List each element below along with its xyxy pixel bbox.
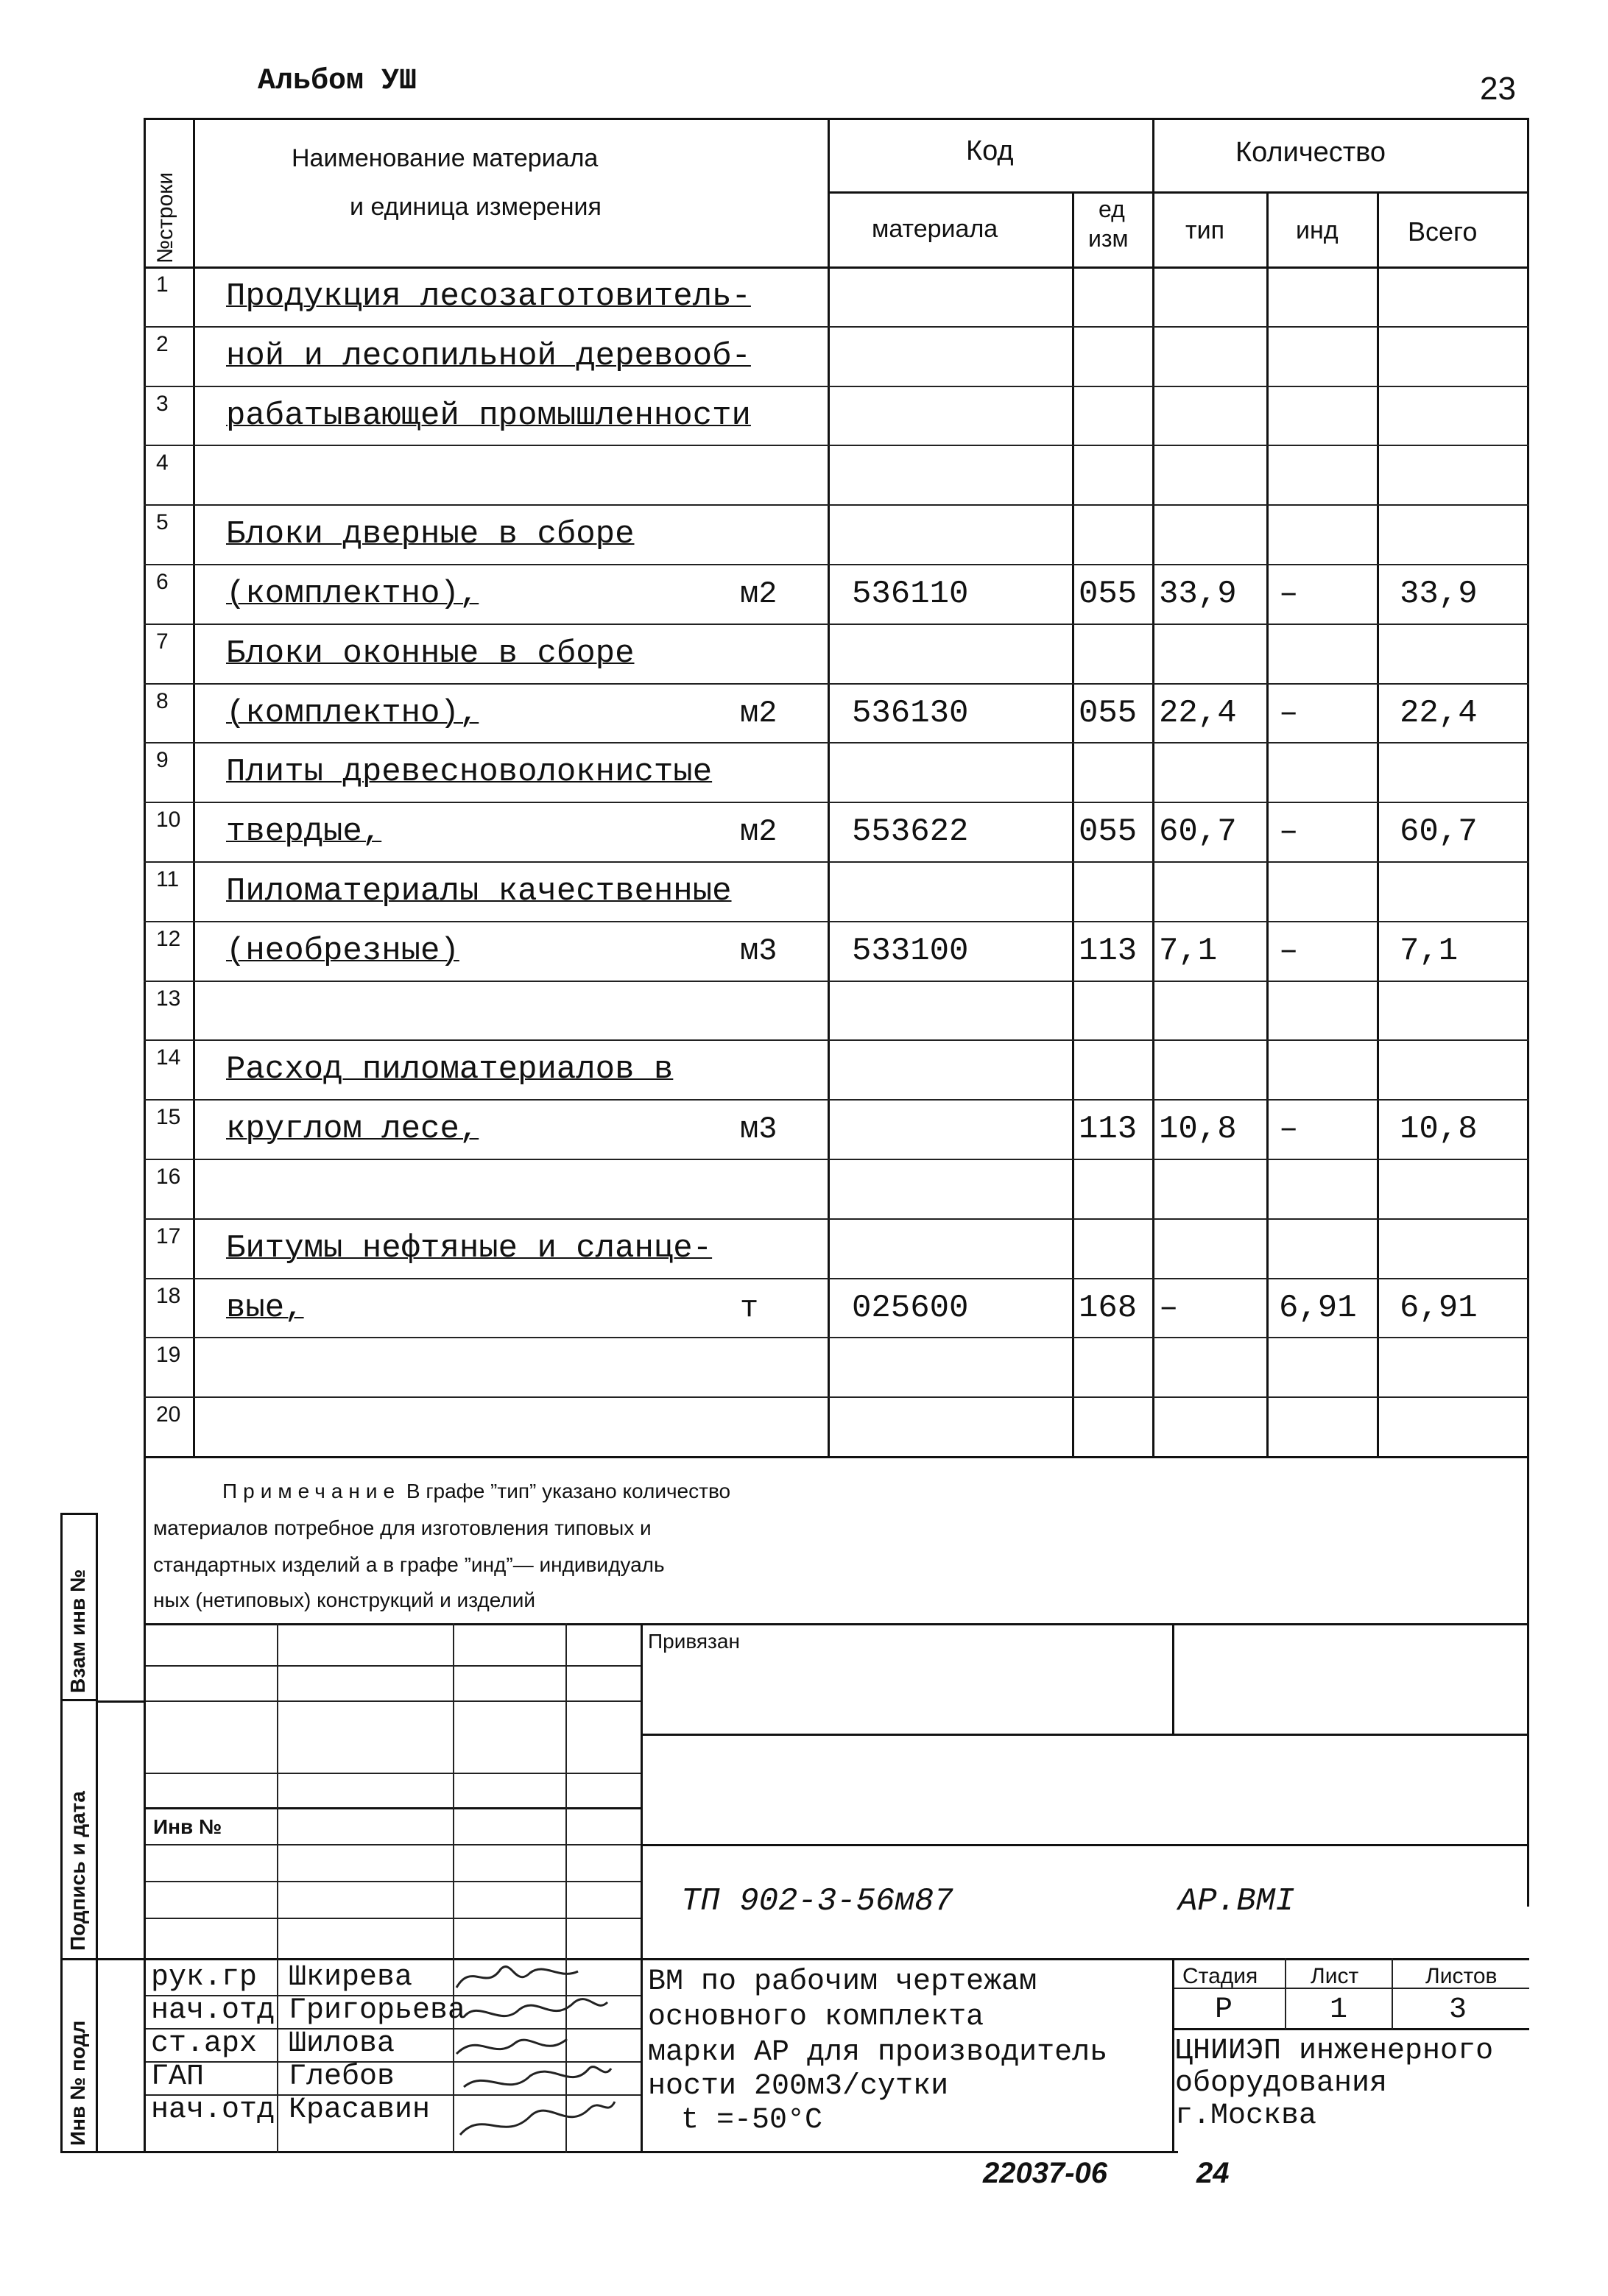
unit-code-cell [1074, 861, 1152, 921]
row-number-cell: 6 [156, 570, 169, 594]
row-number-cell: 5 [156, 510, 169, 534]
qty-total-cell: 10,8 [1400, 1110, 1478, 1148]
material-name-cell: рабатывающей промышленности [226, 397, 751, 434]
unit-cell [710, 445, 828, 504]
unit-cell [710, 266, 828, 326]
title-line1: ВМ по рабочим чертежам [648, 1965, 1037, 1999]
unit-cell [710, 1396, 828, 1456]
stage-label: Стадия [1182, 1964, 1258, 1988]
qty-total-cell: 33,9 [1400, 575, 1478, 612]
note-line4: ных (нетиповых) конструкций и изделий [153, 1589, 536, 1611]
material-name-cell [195, 445, 710, 504]
qty-total-cell [1379, 1159, 1527, 1218]
qty-typ-cell [1154, 1039, 1266, 1099]
qty-ind-cell [1269, 266, 1377, 326]
material-name-cell [195, 1159, 710, 1218]
material-code-cell [830, 1218, 1072, 1278]
row-number-cell: 10 [156, 808, 181, 832]
code-header: Код [966, 135, 1014, 166]
material-name-cell: Блоки дверные в сборе [226, 515, 635, 553]
material-name-cell: ной и лесопильной деревооб- [226, 337, 751, 375]
unit-code-cell [1074, 1396, 1152, 1456]
unit-code-cell [1074, 326, 1152, 386]
name-header-line1: Наименование материала [292, 144, 599, 172]
sheet-label: Лист [1311, 1964, 1359, 1988]
material-name-cell: (комплектно), [226, 575, 479, 612]
qty-typ-cell: 60,7 [1159, 813, 1237, 850]
material-name-cell [195, 1396, 710, 1456]
unit-code-cell [1074, 445, 1152, 504]
row-number-cell: 16 [156, 1165, 181, 1189]
qty-typ-cell [1154, 1159, 1266, 1218]
material-name-cell: Пиломатериалы качественные [226, 872, 732, 910]
signer-role: ст.арх [151, 2027, 258, 2060]
sheet-value: 1 [1330, 1993, 1348, 2027]
unit-cell: м2 [740, 576, 777, 612]
qty-total-cell [1379, 386, 1527, 445]
material-name-cell: твердые, [226, 813, 382, 850]
row-number-cell: 11 [156, 867, 180, 891]
unit-code-cell [1074, 1337, 1152, 1396]
qty-total-cell [1379, 1218, 1527, 1278]
material-name-cell: Блоки оконные в сборе [226, 635, 635, 672]
qty-typ-cell [1154, 742, 1266, 802]
signer-name: Глебов [289, 2060, 395, 2094]
material-code-cell [830, 742, 1072, 802]
signer-role: нач.отд [151, 1994, 275, 2027]
unit-cell: м2 [740, 695, 777, 731]
material-name-cell [195, 981, 710, 1040]
material-code-cell [830, 1039, 1072, 1099]
unit-code-cell [1074, 504, 1152, 564]
qty-total-cell [1379, 1039, 1527, 1099]
row-number-cell: 9 [156, 748, 169, 772]
qty-total-cell [1379, 981, 1527, 1040]
note-line1: В графе ”тип” указано количество [406, 1480, 731, 1502]
qty-typ-cell: 22,4 [1159, 694, 1237, 732]
qty-ind-cell [1269, 386, 1377, 445]
album-title: Альбом УШ [258, 65, 417, 98]
unit-cell [710, 742, 828, 802]
row-number-cell: 17 [156, 1224, 181, 1248]
qty-typ-cell [1154, 981, 1266, 1040]
qty-ind-cell [1269, 445, 1377, 504]
qty-typ-cell: 10,8 [1159, 1110, 1237, 1148]
signer-role: рук.гр [151, 1961, 258, 1994]
row-number-cell: 13 [156, 986, 181, 1011]
unit-header-line2: изм [1088, 225, 1129, 252]
qty-ind-cell: 6,91 [1279, 1289, 1357, 1327]
qty-typ-cell [1154, 445, 1266, 504]
qty-total-cell [1379, 742, 1527, 802]
material-name-cell: круглом лесе, [226, 1110, 479, 1148]
qty-total-cell [1379, 861, 1527, 921]
unit-code-cell [1074, 386, 1152, 445]
material-name-cell: Битумы нефтяные и сланце- [226, 1229, 713, 1267]
material-name-cell: вые, [226, 1289, 304, 1327]
row-number-cell: 3 [156, 392, 169, 416]
row-number-cell: 7 [156, 629, 169, 654]
unit-code-cell: 055 [1079, 813, 1138, 850]
material-code-cell: 536110 [852, 575, 969, 612]
org-line3: г.Москва [1175, 2099, 1317, 2133]
qty-ind-cell [1269, 1039, 1377, 1099]
unit-code-cell [1074, 1159, 1152, 1218]
unit-code-cell [1074, 1218, 1152, 1278]
page-number: 23 [1480, 71, 1516, 107]
row-number-cell: 20 [156, 1402, 181, 1427]
qty-typ-cell [1154, 1218, 1266, 1278]
qty-typ-cell [1154, 1396, 1266, 1456]
unit-code-cell [1074, 624, 1152, 683]
row-number-cell: 2 [156, 332, 169, 356]
material-code-cell [830, 1337, 1072, 1396]
note-line3: стандартных изделий а в графе ”инд”— индивидуаль [153, 1553, 665, 1576]
qty-total-cell: 6,91 [1400, 1289, 1478, 1327]
unit-cell [710, 861, 828, 921]
code-material-header: материала [872, 215, 998, 243]
unit-code-cell [1074, 266, 1152, 326]
material-code-cell [830, 266, 1072, 326]
unit-cell [710, 981, 828, 1040]
qty-typ-cell [1154, 504, 1266, 564]
qty-typ-cell: 33,9 [1159, 575, 1237, 612]
qty-total-cell: 22,4 [1400, 694, 1478, 732]
qty-ind-cell [1269, 504, 1377, 564]
qty-typ-cell [1154, 386, 1266, 445]
material-name-cell [195, 1337, 710, 1396]
material-name-cell: (необрезные) [226, 932, 459, 969]
row-number-cell: 15 [156, 1105, 181, 1129]
quantity-header: Количество [1235, 137, 1386, 168]
signer-name: Шилова [289, 2027, 395, 2060]
title-line5: t =-50°C [681, 2104, 823, 2137]
qty-ind-cell: – [1279, 932, 1299, 969]
title-line3: марки АР для производитель [648, 2036, 1108, 2069]
signer-name: Шкирева [289, 1961, 413, 1994]
qty-typ-cell [1154, 326, 1266, 386]
qty-ind-cell: – [1279, 1110, 1299, 1148]
material-code-cell [830, 326, 1072, 386]
doc-mark: АР.ВМI [1178, 1883, 1295, 1920]
unit-code-cell: 113 [1079, 1110, 1138, 1148]
qty-ind-cell [1269, 1337, 1377, 1396]
qty-total-cell [1379, 445, 1527, 504]
unit-cell [710, 326, 828, 386]
row-number-cell: 19 [156, 1343, 181, 1367]
qty-total-cell [1379, 1396, 1527, 1456]
material-code-cell [830, 1396, 1072, 1456]
sheets-value: 3 [1449, 1993, 1467, 2027]
qty-ind-cell [1269, 1396, 1377, 1456]
signer-role: ГАП [151, 2060, 205, 2094]
qty-total-cell [1379, 624, 1527, 683]
stage-value: Р [1215, 1993, 1233, 2027]
side-label-inv-podl: Инв № подл [66, 2020, 89, 2146]
material-code-cell [830, 624, 1072, 683]
unit-cell [710, 1337, 828, 1396]
row-number-cell: 18 [156, 1284, 181, 1308]
material-code-cell: 533100 [852, 932, 969, 969]
qty-typ-cell: – [1159, 1289, 1179, 1327]
material-code-cell [830, 445, 1072, 504]
row-number-cell: 1 [156, 272, 169, 297]
material-code-cell [830, 981, 1072, 1040]
privyazan-label: Привязан [648, 1630, 740, 1653]
row-number-cell: 4 [156, 451, 169, 475]
side-label-vzam: Взам инв № [66, 1569, 89, 1693]
material-code-cell [830, 1099, 1072, 1159]
unit-code-cell: 113 [1079, 932, 1138, 969]
unit-header-line1: ед [1099, 196, 1125, 222]
material-code-cell [830, 386, 1072, 445]
qty-typ-cell [1154, 624, 1266, 683]
qty-ind-cell [1269, 624, 1377, 683]
qty-ind-cell [1269, 326, 1377, 386]
qty-typ-cell: 7,1 [1159, 932, 1218, 969]
signer-name: Григорьева [289, 1994, 466, 2027]
unit-cell [710, 1218, 828, 1278]
unit-cell [710, 504, 828, 564]
qty-total-cell [1379, 266, 1527, 326]
unit-code-cell [1074, 742, 1152, 802]
material-name-cell: Плиты древесноволокнистые [226, 753, 713, 791]
title-line4: ности 200м3/сутки [648, 2070, 949, 2103]
row-number-cell: 8 [156, 689, 169, 713]
note-lead: Примечание [222, 1480, 401, 1502]
material-code-cell: 025600 [852, 1289, 969, 1327]
org-line2: оборудования [1175, 2067, 1388, 2100]
qty-total-cell: 7,1 [1400, 932, 1459, 969]
sheets-label: Листов [1425, 1964, 1498, 1988]
unit-cell [710, 386, 828, 445]
org-line1: ЦНИИЭП инженерного [1175, 2035, 1494, 2068]
material-code-cell [830, 504, 1072, 564]
row-number-header: №строки [153, 172, 177, 264]
qty-total-cell [1379, 504, 1527, 564]
row-number-cell: 12 [156, 927, 181, 951]
qty-ind-cell: – [1279, 575, 1299, 612]
signer-name: Красавин [289, 2094, 431, 2127]
signer-role: нач.отд [151, 2094, 275, 2127]
material-name-cell: Продукция лесозаготовитель- [226, 278, 751, 315]
unit-cell [710, 624, 828, 683]
material-code-cell: 553622 [852, 813, 969, 850]
material-code-cell: 536130 [852, 694, 969, 732]
side-label-podpis: Подпись и дата [66, 1791, 89, 1951]
qty-ind-cell: – [1279, 694, 1299, 732]
footer-number: 22037-06 [983, 2157, 1108, 2189]
signatures [449, 1958, 626, 2153]
unit-code-cell [1074, 1039, 1152, 1099]
row-number-cell: 14 [156, 1045, 181, 1070]
qty-total-cell [1379, 1337, 1527, 1396]
doc-code: ТП 902-3-56м87 [681, 1883, 953, 1920]
qty-ind-cell: – [1279, 813, 1299, 850]
qty-total-cell: 60,7 [1400, 813, 1478, 850]
unit-code-cell: 055 [1079, 694, 1138, 732]
footer-copy: 24 [1196, 2157, 1230, 2189]
qty-ind-cell [1269, 1218, 1377, 1278]
qty-typ-cell [1154, 861, 1266, 921]
unit-code-cell [1074, 981, 1152, 1040]
unit-cell [710, 1159, 828, 1218]
unit-cell: м3 [740, 1111, 777, 1147]
material-name-cell: Расход пиломатериалов в [226, 1050, 674, 1088]
qty-ind-cell [1269, 1159, 1377, 1218]
unit-cell: м3 [740, 933, 777, 969]
note-line2: материалов потребное для изготовления типовых и [153, 1516, 652, 1539]
material-code-cell [830, 1159, 1072, 1218]
qty-ind-header: инд [1296, 216, 1339, 244]
qty-ind-cell [1269, 742, 1377, 802]
inv-number-label: Инв № [153, 1815, 222, 1838]
unit-cell: м2 [740, 813, 777, 849]
unit-code-cell: 168 [1079, 1289, 1138, 1327]
name-header-line2: и единица измерения [350, 193, 602, 221]
qty-total-cell [1379, 326, 1527, 386]
qty-ind-cell [1269, 981, 1377, 1040]
qty-typ-cell [1154, 1337, 1266, 1396]
unit-cell: т [740, 1290, 759, 1326]
unit-cell [710, 1039, 828, 1099]
unit-code-cell: 055 [1079, 575, 1138, 612]
title-line2: основного комплекта [648, 2001, 984, 2034]
qty-total-header: Всего [1408, 216, 1478, 247]
material-name-cell: (комплектно), [226, 694, 479, 732]
qty-ind-cell [1269, 861, 1377, 921]
material-code-cell [830, 861, 1072, 921]
qty-typ-header: тип [1185, 216, 1224, 244]
qty-typ-cell [1154, 266, 1266, 326]
